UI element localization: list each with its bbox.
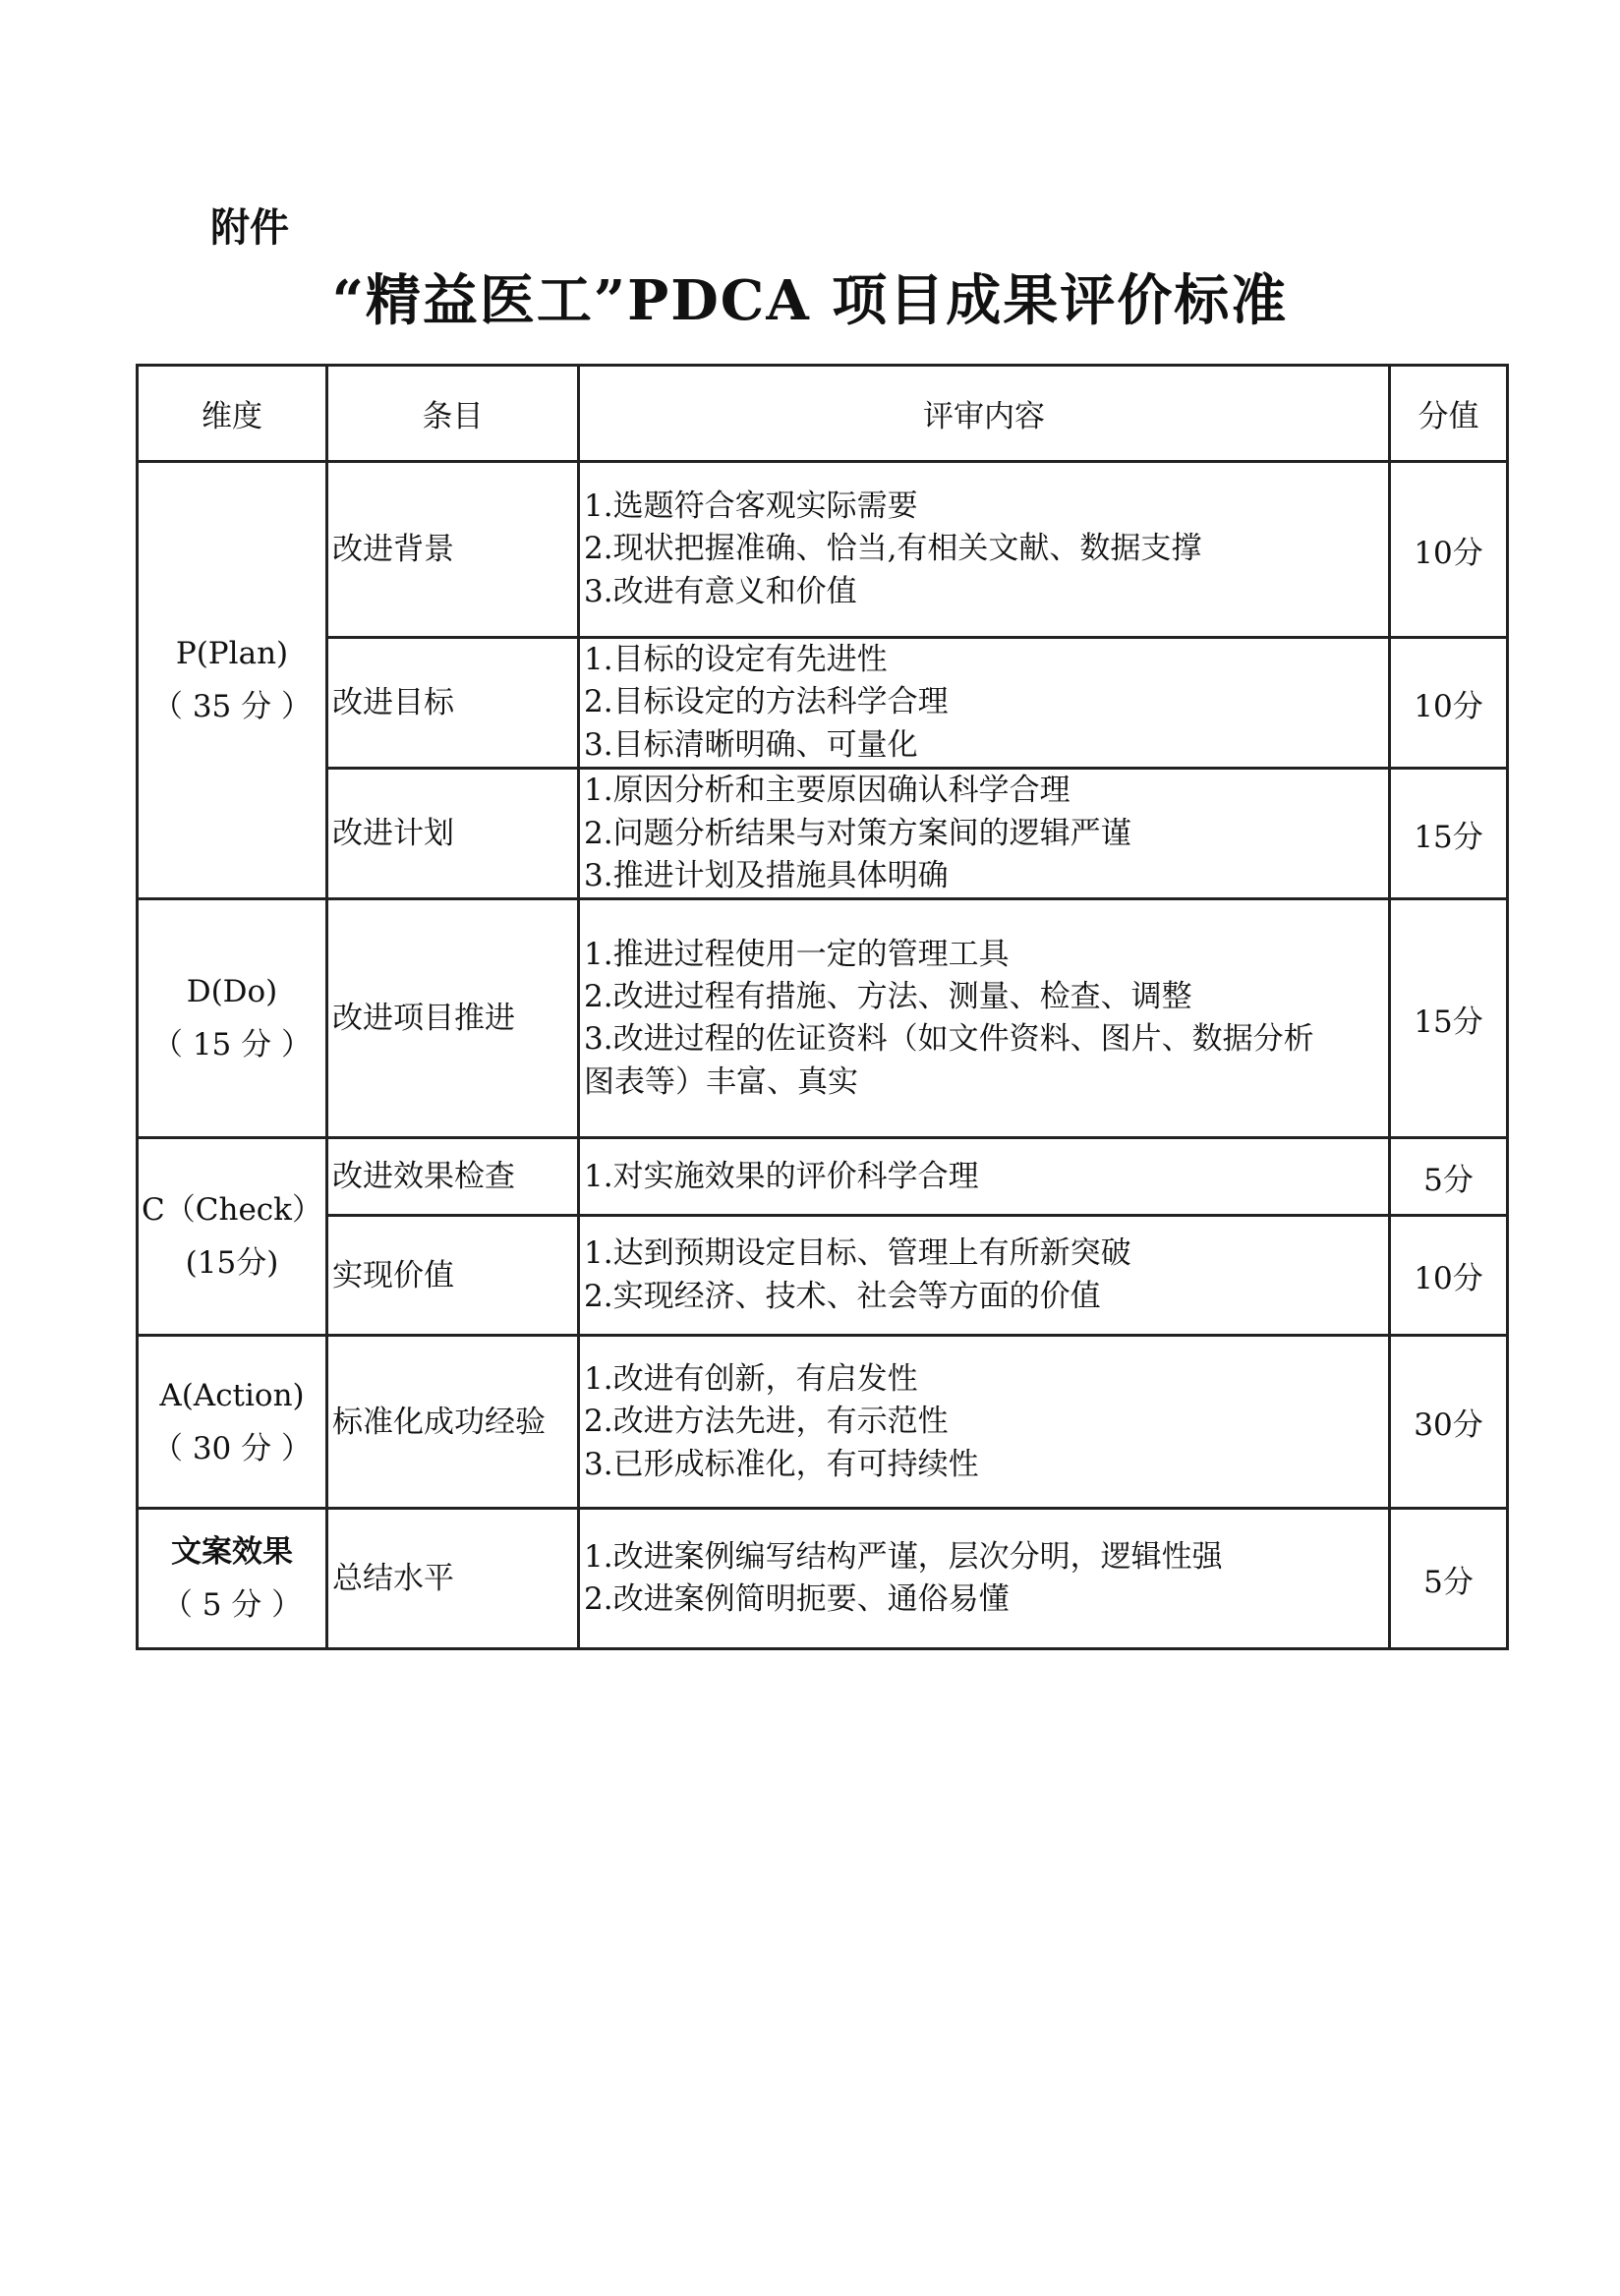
content-line: 2.改进方法先进，有示范性 (584, 1404, 949, 1440)
dimension-code: C（Check） (142, 1192, 322, 1229)
content-line: 1.改进有创新，有启发性 (584, 1360, 918, 1397)
content-cell (579, 1216, 1390, 1336)
dimension-code: 文案效果 (171, 1534, 293, 1571)
dimension-cell (138, 1509, 327, 1649)
column-header-item: 条目 (327, 366, 579, 462)
item-cell: 总结水平 (327, 1509, 579, 1649)
dimension-score: （ 15 分 ） (151, 1027, 312, 1063)
document-title: “精益医工”PDCA 项目成果评价标准 (331, 268, 1289, 333)
table-row (138, 462, 1508, 638)
content-line: 1.目标的设定有先进性 (584, 642, 888, 677)
score-cell: 10分 (1390, 462, 1508, 638)
table-header-row (138, 366, 1508, 462)
dimension-score: （ 5 分 ） (161, 1587, 303, 1624)
dimension-score: (15分) (185, 1245, 279, 1282)
score-cell: 5分 (1390, 1509, 1508, 1649)
score-cell: 5分 (1390, 1138, 1508, 1216)
table-row (138, 638, 1508, 769)
dimension-score: （ 35 分 ） (151, 689, 312, 725)
table-row (138, 1138, 1508, 1216)
score-cell: 30分 (1390, 1336, 1508, 1509)
item-cell: 实现价值 (327, 1216, 579, 1336)
content-line: 3.推进计划及措施具体明确 (584, 857, 949, 893)
content-cell (579, 1138, 1390, 1216)
dimension-cell (138, 1336, 327, 1509)
dimension-code: A(Action) (159, 1377, 305, 1413)
content-line: 3.改进有意义和价值 (584, 573, 857, 609)
content-line: 2.问题分析结果与对策方案间的逻辑严谨 (584, 815, 1131, 851)
content-line: 3.改进过程的佐证资料（如文件资料、图片、数据分析 (584, 1021, 1314, 1058)
column-header-score: 分值 (1390, 366, 1508, 462)
column-header-dimension: 维度 (138, 366, 327, 462)
content-cell (579, 769, 1390, 899)
content-line: 1.对实施效果的评价科学合理 (584, 1158, 979, 1194)
content-cell (579, 1509, 1390, 1649)
score-cell: 15分 (1390, 769, 1508, 899)
content-cell (579, 638, 1390, 769)
content-cell (579, 462, 1390, 638)
item-cell: 改进计划 (327, 769, 579, 899)
item-cell: 改进目标 (327, 638, 579, 769)
content-line: 1.达到预期设定目标、管理上有所新突破 (584, 1235, 1131, 1272)
content-line: 2.改进过程有措施、方法、测量、检查、调整 (584, 978, 1192, 1014)
content-line: 2.现状把握准确、恰当,有相关文献、数据支撑 (584, 531, 1202, 567)
content-line: 1.选题符合客观实际需要 (584, 488, 918, 524)
column-header-content: 评审内容 (579, 366, 1390, 462)
item-cell: 改进效果检查 (327, 1138, 579, 1216)
table-row (138, 899, 1508, 1138)
table-row (138, 1509, 1508, 1649)
content-cell (579, 899, 1390, 1138)
item-cell: 改进背景 (327, 462, 579, 638)
table-row (138, 1216, 1508, 1336)
content-line: 图表等）丰富、真实 (584, 1063, 858, 1100)
score-cell: 15分 (1390, 899, 1508, 1138)
content-line: 1.改进案例编写结构严谨，层次分明，逻辑性强 (584, 1538, 1223, 1575)
dimension-cell (138, 462, 327, 899)
score-cell: 10分 (1390, 638, 1508, 769)
dimension-code: D(Do) (186, 974, 278, 1010)
content-cell (579, 1336, 1390, 1509)
content-line: 2.目标设定的方法科学合理 (584, 684, 949, 720)
item-cell: 标准化成功经验 (327, 1336, 579, 1509)
content-line: 1.推进过程使用一定的管理工具 (584, 936, 1010, 972)
dimension-score: （ 30 分 ） (151, 1430, 312, 1466)
dimension-code: P(Plan) (175, 635, 289, 671)
content-line: 2.实现经济、技术、社会等方面的价值 (584, 1278, 1101, 1314)
item-cell: 改进项目推进 (327, 899, 579, 1138)
table-row (138, 769, 1508, 899)
score-cell: 10分 (1390, 1216, 1508, 1336)
table-row (138, 1336, 1508, 1509)
dimension-cell (138, 1138, 327, 1336)
attachment-label: 附件 (210, 205, 289, 251)
content-line: 3.已形成标准化，有可持续性 (584, 1446, 979, 1482)
content-line: 2.改进案例简明扼要、通俗易懂 (584, 1581, 1010, 1618)
dimension-cell (138, 899, 327, 1138)
content-line: 3.目标清晰明确、可量化 (584, 726, 918, 763)
content-line: 1.原因分析和主要原因确认科学合理 (584, 773, 1070, 809)
criteria-table (136, 364, 1509, 1650)
